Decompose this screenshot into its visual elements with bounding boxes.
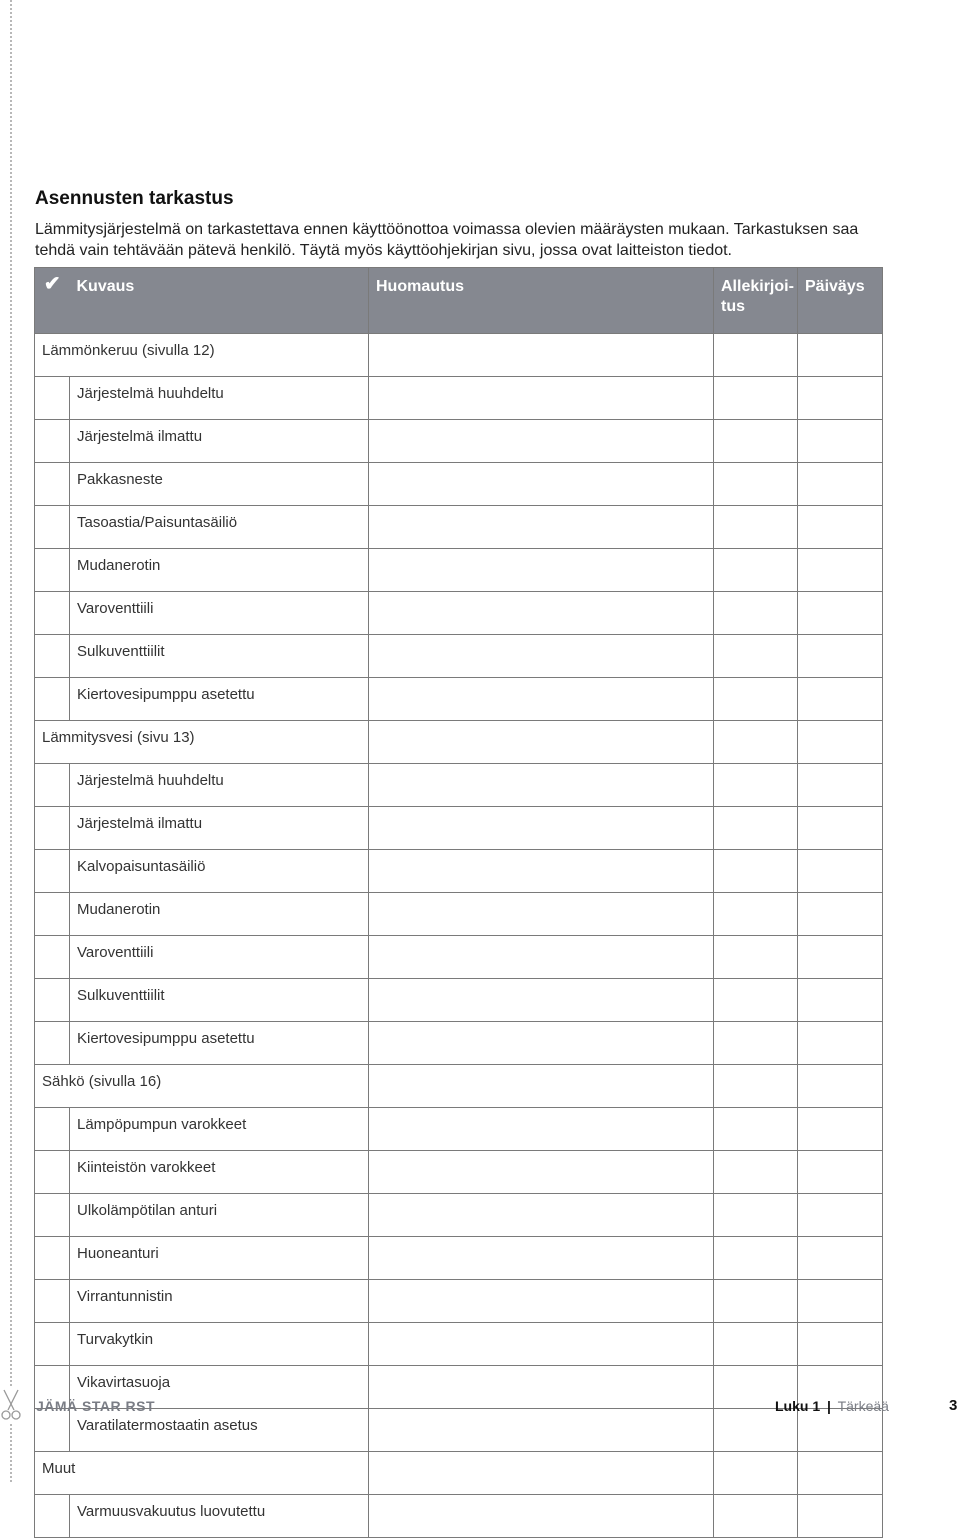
check-box[interactable]: [35, 1495, 70, 1538]
paivays-cell[interactable]: [798, 549, 883, 592]
huomautus-cell[interactable]: [369, 678, 714, 721]
check-box[interactable]: [35, 1022, 70, 1065]
checklist-row: [35, 1409, 883, 1452]
huomautus-cell[interactable]: [369, 1022, 714, 1065]
huomautus-cell[interactable]: [369, 592, 714, 635]
allekirjoitus-cell[interactable]: [714, 893, 798, 936]
check-column-header: [35, 268, 70, 334]
check-box[interactable]: [35, 1194, 70, 1237]
paivays-cell[interactable]: [798, 506, 883, 549]
paivays-cell[interactable]: [798, 592, 883, 635]
check-box[interactable]: [35, 1151, 70, 1194]
checklist-row: [35, 1022, 883, 1065]
item-label: Kiertovesipumppu asetettu: [70, 678, 369, 721]
paivays-cell[interactable]: [798, 807, 883, 850]
paivays-cell[interactable]: [798, 979, 883, 1022]
huomautus-cell[interactable]: [369, 1452, 714, 1495]
check-box[interactable]: [35, 549, 70, 592]
item-label: Järjestelmä huuhdeltu: [70, 377, 369, 420]
item-label: Mudanerotin: [70, 893, 369, 936]
allekirjoitus-cell[interactable]: [714, 1065, 798, 1108]
checklist-row: [35, 1366, 883, 1409]
huomautus-cell[interactable]: [369, 1194, 714, 1237]
checklist-row: [35, 1495, 883, 1538]
paivays-cell[interactable]: [798, 1495, 883, 1538]
table-header-row: [35, 268, 883, 334]
item-label: Järjestelmä ilmattu: [70, 420, 369, 463]
checklist-row: [35, 635, 883, 678]
paivays-cell[interactable]: [798, 678, 883, 721]
checklist-row: [35, 807, 883, 850]
page-number: 3: [949, 1397, 958, 1414]
huomautus-cell[interactable]: [369, 1323, 714, 1366]
huomautus-cell[interactable]: [369, 850, 714, 893]
item-label: Kiinteistön varokkeet: [70, 1151, 369, 1194]
item-label: Turvakytkin: [70, 1323, 369, 1366]
chapter-separator: |: [827, 1398, 831, 1414]
page-title: Asennusten tarkastus: [35, 188, 234, 209]
allekirjoitus-cell[interactable]: [714, 1280, 798, 1323]
check-box[interactable]: [35, 635, 70, 678]
checklist-row: [35, 678, 883, 721]
category-label: Sähkö (sivulla 16): [35, 1065, 369, 1108]
chapter-title: Tärkeää: [837, 1398, 889, 1414]
checklist-row: [35, 764, 883, 807]
checklist-row: [35, 1280, 883, 1323]
table-body: [35, 334, 883, 1538]
huomautus-cell[interactable]: [369, 420, 714, 463]
checklist-row: [35, 1108, 883, 1151]
huomautus-cell[interactable]: [369, 1495, 714, 1538]
paivays-cell[interactable]: [798, 1151, 883, 1194]
paivays-cell[interactable]: [798, 1323, 883, 1366]
huomautus-cell[interactable]: [369, 721, 714, 764]
check-box[interactable]: [35, 1323, 70, 1366]
huomautus-cell[interactable]: [369, 1280, 714, 1323]
paivays-cell[interactable]: [798, 1022, 883, 1065]
checklist-row: [35, 893, 883, 936]
allekirjoitus-cell[interactable]: [714, 549, 798, 592]
inspection-checklist-table: [34, 267, 883, 1538]
check-box[interactable]: [35, 1237, 70, 1280]
allekirjoitus-cell[interactable]: [714, 635, 798, 678]
check-box[interactable]: [35, 1280, 70, 1323]
allekirjoitus-cell[interactable]: [714, 678, 798, 721]
check-box[interactable]: [35, 377, 70, 420]
checklist-row: [35, 979, 883, 1022]
paivays-cell[interactable]: [798, 893, 883, 936]
allekirjoitus-cell[interactable]: [714, 1409, 798, 1452]
paivays-cell[interactable]: [798, 850, 883, 893]
huomautus-cell[interactable]: [369, 1065, 714, 1108]
check-box[interactable]: [35, 764, 70, 807]
check-box[interactable]: [35, 506, 70, 549]
paivays-cell[interactable]: [798, 1108, 883, 1151]
item-label: Ulkolämpötilan anturi: [70, 1194, 369, 1237]
huomautus-cell[interactable]: [369, 1151, 714, 1194]
huomautus-cell[interactable]: [369, 549, 714, 592]
huomautus-cell[interactable]: [369, 1237, 714, 1280]
item-label: Virrantunnistin: [70, 1280, 369, 1323]
paivays-cell[interactable]: [798, 377, 883, 420]
category-label: Muut: [35, 1452, 369, 1495]
item-label: Sulkuventtiilit: [70, 979, 369, 1022]
paivays-cell[interactable]: [798, 1452, 883, 1495]
allekirjoitus-cell[interactable]: [714, 420, 798, 463]
check-box[interactable]: [35, 893, 70, 936]
item-label: Varatilatermostaatin asetus: [70, 1409, 369, 1452]
item-label: Varoventtiili: [70, 592, 369, 635]
paivays-cell[interactable]: [798, 420, 883, 463]
huomautus-cell[interactable]: [369, 807, 714, 850]
paivays-cell[interactable]: [798, 463, 883, 506]
huomautus-cell[interactable]: [369, 334, 714, 377]
category-row: [35, 721, 883, 764]
huomautus-cell[interactable]: [369, 506, 714, 549]
check-box[interactable]: [35, 807, 70, 850]
cut-line: [10, 0, 12, 1482]
item-label: Lämpöpumpun varokkeet: [70, 1108, 369, 1151]
checklist-row: [35, 850, 883, 893]
allekirjoitus-cell[interactable]: [714, 1495, 798, 1538]
check-box[interactable]: [35, 979, 70, 1022]
brand-name: JÄMÄ STAR RST: [36, 1398, 156, 1414]
huomautus-cell[interactable]: [369, 979, 714, 1022]
item-label: Kiertovesipumppu asetettu: [70, 1022, 369, 1065]
checklist-row: [35, 1151, 883, 1194]
checklist-row: [35, 1237, 883, 1280]
paivays-cell[interactable]: [798, 1194, 883, 1237]
huomautus-cell[interactable]: [369, 635, 714, 678]
checklist-row: [35, 463, 883, 506]
paivays-cell[interactable]: [798, 1065, 883, 1108]
checklist-row: [35, 1323, 883, 1366]
allekirjoitus-cell[interactable]: [714, 1151, 798, 1194]
item-label: Järjestelmä huuhdeltu: [70, 764, 369, 807]
allekirjoitus-cell[interactable]: [714, 936, 798, 979]
huomautus-column-header: Huomautus: [369, 268, 714, 334]
paivays-column-header: Päiväys: [798, 268, 883, 334]
huomautus-cell[interactable]: [369, 936, 714, 979]
allekirjoitus-cell[interactable]: [714, 721, 798, 764]
check-box[interactable]: [35, 592, 70, 635]
allekirjoitus-line2: tus: [721, 298, 745, 315]
category-label: Lämmönkeruu (sivulla 12): [35, 334, 369, 377]
paivays-cell[interactable]: [798, 1237, 883, 1280]
allekirjoitus-cell[interactable]: [714, 850, 798, 893]
category-row: [35, 334, 883, 377]
item-label: Vikavirtasuoja: [70, 1366, 369, 1409]
paivays-cell[interactable]: [798, 936, 883, 979]
allekirjoitus-cell[interactable]: [714, 334, 798, 377]
footer-brand: [36, 1398, 155, 1414]
chapter-number: Luku 1: [775, 1398, 821, 1414]
check-box[interactable]: [35, 463, 70, 506]
huomautus-cell[interactable]: [369, 463, 714, 506]
checklist-row: [35, 549, 883, 592]
item-label: Mudanerotin: [70, 549, 369, 592]
allekirjoitus-cell[interactable]: [714, 506, 798, 549]
allekirjoitus-cell[interactable]: [714, 377, 798, 420]
allekirjoitus-cell[interactable]: [714, 592, 798, 635]
allekirjoitus-cell[interactable]: [714, 764, 798, 807]
huomautus-cell[interactable]: [369, 1409, 714, 1452]
checklist-row: [35, 420, 883, 463]
kuvaus-column-header: Kuvaus: [70, 268, 369, 334]
allekirjoitus-cell[interactable]: [714, 807, 798, 850]
check-box[interactable]: [35, 850, 70, 893]
item-label: Kalvopaisuntasäiliö: [70, 850, 369, 893]
check-box[interactable]: [35, 678, 70, 721]
check-box[interactable]: [35, 420, 70, 463]
paivays-cell[interactable]: [798, 721, 883, 764]
checklist-row: [35, 1194, 883, 1237]
huomautus-cell[interactable]: [369, 377, 714, 420]
category-row: [35, 1065, 883, 1108]
footer-chapter: [775, 1398, 889, 1414]
item-label: Huoneanturi: [70, 1237, 369, 1280]
huomautus-cell[interactable]: [369, 764, 714, 807]
checklist-row: [35, 506, 883, 549]
intro-text: Lämmitysjärjestelmä on tarkastettava ennen käyttöönottoa voimassa olevien määräysten mukaan. Tarkastuksen saa tehdä vain tehtävään pätevä henkilö. Täytä myös käyttöohjekirjan sivu, jossa ovat laitteiston tiedot.: [35, 221, 859, 259]
item-label: Järjestelmä ilmattu: [70, 807, 369, 850]
huomautus-cell[interactable]: [369, 1366, 714, 1409]
category-label: Lämmitysvesi (sivu 13): [35, 721, 369, 764]
paivays-cell[interactable]: [798, 635, 883, 678]
paivays-cell[interactable]: [798, 764, 883, 807]
paivays-cell[interactable]: [798, 1409, 883, 1452]
allekirjoitus-cell[interactable]: [714, 1237, 798, 1280]
item-label: Varmuusvakuutus luovutettu: [70, 1495, 369, 1538]
huomautus-cell[interactable]: [369, 893, 714, 936]
category-row: [35, 1452, 883, 1495]
item-label: Tasoastia/Paisuntasäiliö: [70, 506, 369, 549]
paivays-cell[interactable]: [798, 1280, 883, 1323]
allekirjoitus-line1: Allekirjoi-: [721, 278, 794, 295]
checklist-row: [35, 377, 883, 420]
paivays-cell[interactable]: [798, 334, 883, 377]
checklist-row: [35, 592, 883, 635]
scissors-icon: [0, 1388, 22, 1422]
item-label: Sulkuventtiilit: [70, 635, 369, 678]
allekirjoitus-cell[interactable]: [714, 1194, 798, 1237]
allekirjoitus-column-header: [714, 268, 798, 334]
check-box[interactable]: [35, 936, 70, 979]
allekirjoitus-cell[interactable]: [714, 979, 798, 1022]
allekirjoitus-cell[interactable]: [714, 1108, 798, 1151]
check-box[interactable]: [35, 1108, 70, 1151]
checklist-row: [35, 936, 883, 979]
item-label: Pakkasneste: [70, 463, 369, 506]
checkmark-icon: ✔: [43, 273, 61, 295]
allekirjoitus-cell[interactable]: [714, 1022, 798, 1065]
allekirjoitus-cell[interactable]: [714, 463, 798, 506]
allekirjoitus-cell[interactable]: [714, 1323, 798, 1366]
allekirjoitus-cell[interactable]: [714, 1452, 798, 1495]
item-label: Varoventtiili: [70, 936, 369, 979]
huomautus-cell[interactable]: [369, 1108, 714, 1151]
check-box[interactable]: [35, 1409, 70, 1452]
